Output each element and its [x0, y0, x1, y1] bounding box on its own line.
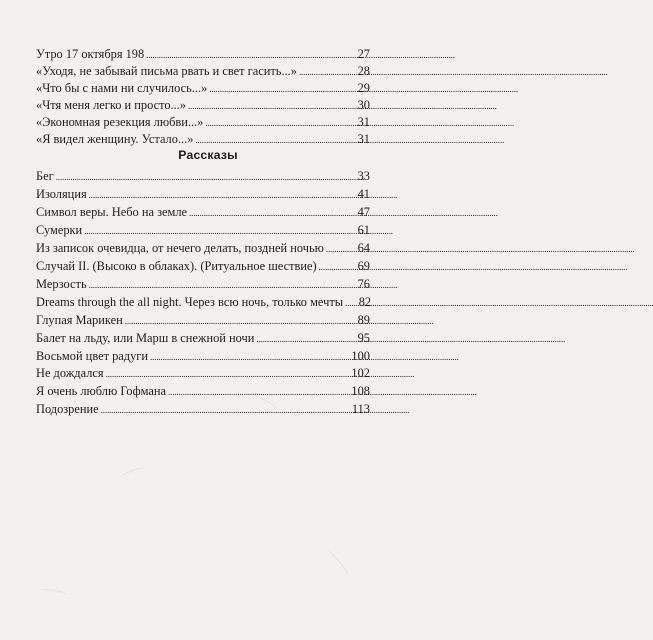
toc-entry	[36, 114, 370, 131]
toc-entry	[36, 294, 370, 312]
dot-leader	[101, 401, 350, 419]
section-heading: Рассказы	[178, 148, 238, 162]
entry-page-number: 89	[357, 312, 370, 327]
toc-entry	[36, 348, 370, 366]
toc-upper-list	[36, 46, 370, 149]
entry-title: Dreams through the all night. Через всю ночь, только мечты	[36, 294, 344, 309]
entry-page-number: 33	[357, 169, 370, 183]
toc-entry	[36, 258, 370, 276]
paper-fiber	[40, 588, 69, 599]
paper-fiber	[323, 548, 350, 579]
dot-leader	[205, 114, 350, 131]
entry-title: «Что бы с нами ни случилось...»	[36, 81, 208, 96]
entry-page-number: 82	[358, 294, 372, 309]
entry-page-number: 31	[357, 115, 370, 130]
toc-entry	[36, 97, 370, 114]
dot-leader	[89, 186, 350, 204]
entry-page-number: 100	[351, 348, 370, 363]
entry-title: Мерзость	[36, 276, 87, 291]
toc-entry	[36, 168, 370, 186]
entry-title: Сумерки	[36, 222, 83, 237]
entry-page-number: 76	[357, 276, 370, 291]
entry-title: Не дождался	[36, 366, 104, 381]
entry-title: Изоляция	[36, 186, 87, 201]
entry-page-number: 69	[357, 258, 370, 273]
entry-title: Утро 17 октября 198	[36, 47, 145, 61]
dot-leader	[209, 80, 350, 97]
entry-page-number: 47	[357, 204, 370, 219]
entry-page-number: 31	[357, 132, 370, 147]
entry-page-number: 61	[357, 222, 370, 237]
entry-page-number: 27	[357, 47, 370, 61]
entry-title: Глупая Марикен	[36, 312, 123, 327]
entry-page-number: 102	[351, 366, 370, 381]
toc-entry	[36, 186, 370, 204]
entry-page-number: 108	[351, 384, 370, 399]
entry-page-number: 41	[357, 186, 370, 201]
toc-entry	[36, 365, 370, 383]
entry-page-number: 64	[357, 240, 370, 255]
entry-title: Балет на льду, или Марш в снежной ночи	[36, 330, 255, 345]
dot-leader	[150, 348, 349, 366]
entry-title: «Я видел женщину. Устало...»	[36, 132, 194, 147]
dot-leader	[189, 204, 350, 222]
entry-page-number: 29	[357, 81, 370, 96]
dot-leader	[89, 276, 350, 294]
entry-title: Символ веры. Небо на земле	[36, 204, 187, 219]
dot-leader	[106, 365, 350, 383]
toc-entry	[36, 222, 370, 240]
entry-page-number: 30	[357, 98, 370, 113]
dot-leader	[319, 258, 350, 276]
toc-entry	[36, 131, 370, 148]
toc-stories-list	[36, 168, 370, 419]
entry-title: Восьмой цвет радуги	[36, 348, 149, 363]
toc-entry	[36, 63, 370, 80]
dot-leader	[299, 63, 350, 80]
entry-page-number: 28	[357, 64, 370, 79]
dot-leader	[56, 168, 350, 186]
dot-leader	[146, 46, 350, 63]
dot-leader	[195, 131, 350, 148]
entry-page-number: 95	[357, 330, 370, 345]
entry-title: Случай II. (Высоко в облаках). (Ритуальное шествие)	[36, 258, 317, 273]
entry-title: «Чтя меня легко и просто...»	[36, 98, 187, 113]
toc-entry	[36, 383, 370, 401]
entry-title: Бег	[36, 169, 54, 183]
dot-leader	[188, 97, 350, 114]
dot-leader	[125, 312, 350, 330]
entry-title: Я очень люблю Гофмана	[36, 384, 167, 399]
entry-title: Из записок очевидца, от нечего делать, поздней ночью	[36, 240, 324, 255]
toc-entry	[36, 401, 370, 419]
toc-entry	[36, 330, 370, 348]
dot-leader	[326, 240, 350, 258]
dot-leader	[84, 222, 350, 240]
toc-entry	[36, 80, 370, 97]
toc-entry	[36, 276, 370, 294]
entry-title: Подозрение	[36, 402, 99, 417]
entry-page-number: 113	[351, 402, 370, 417]
dot-leader	[256, 330, 350, 348]
toc-entry	[36, 46, 370, 63]
dot-leader	[168, 383, 349, 401]
entry-title: «Уходя, не забывай письма рвать и свет гасить...»	[36, 64, 297, 79]
toc-entry	[36, 240, 370, 258]
dot-leader	[345, 294, 351, 312]
toc-entry	[36, 312, 370, 330]
entry-title: «Экономная резекция любви...»	[36, 115, 204, 130]
paper-fiber	[120, 466, 146, 480]
toc-entry	[36, 204, 370, 222]
